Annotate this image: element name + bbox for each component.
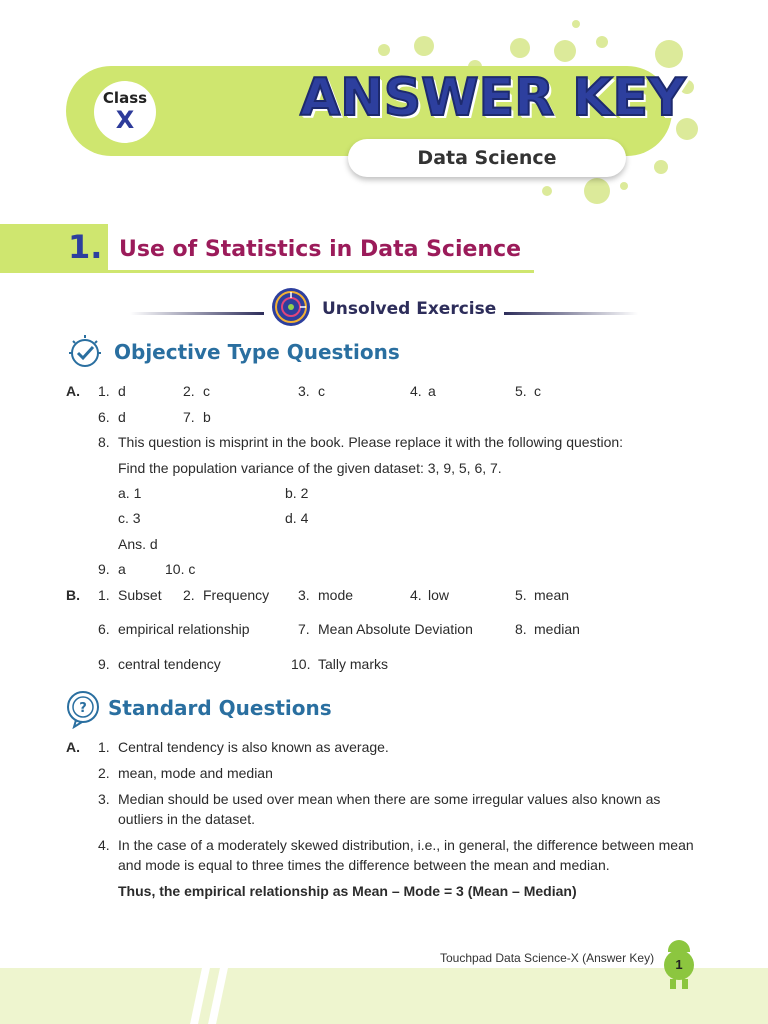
question-bubble-icon <box>64 689 102 733</box>
answer-value: c <box>318 383 325 399</box>
answer-item: 10. c <box>165 561 196 577</box>
answer-num: 3. <box>298 383 310 399</box>
chapter-title: Use of Statistics in Data Science <box>119 237 522 262</box>
answer-text: Central tendency is also known as average. <box>118 739 389 755</box>
answer-num: 4. <box>410 383 422 399</box>
answer-num: 1. <box>98 383 110 399</box>
decor-dot <box>378 44 390 56</box>
page-title: ANSWER KEY <box>300 68 686 128</box>
answer-value: Subset <box>118 587 162 603</box>
answer-num: 2. <box>183 587 195 603</box>
answer-num: 5. <box>515 587 527 603</box>
decor-dot <box>596 36 608 48</box>
divider-left <box>130 312 264 315</box>
answer-num: 5. <box>515 383 527 399</box>
q8-option: b. 2 <box>285 485 309 501</box>
footer-text: Touchpad Data Science-X (Answer Key) <box>440 951 655 965</box>
exercise-label: Unsolved Exercise <box>322 299 497 319</box>
answer-value: d <box>118 383 126 399</box>
answer-num: 1. <box>98 587 110 603</box>
q8-option: c. 3 <box>118 510 141 526</box>
answer-value: mean <box>534 587 570 603</box>
decor-dot <box>542 186 552 196</box>
answer-num: 8. <box>515 621 527 637</box>
answer-num: 7. <box>183 409 195 425</box>
decor-dot <box>584 178 610 204</box>
answer-text: In the case of a moderately skewed distribution, i.e., in general, the difference between mean and mode is equal to three times the difference between the mean and median. <box>118 837 694 873</box>
answer-num: 9. <box>98 561 110 577</box>
answer-value: low <box>428 587 450 603</box>
section-label: A. <box>66 383 80 399</box>
answer-value: empirical relationship <box>118 621 250 637</box>
answer-num: 2. <box>183 383 195 399</box>
mascot-leg-icon <box>670 979 676 989</box>
decor-dot <box>510 38 530 58</box>
answer-value: a <box>118 561 126 577</box>
standard-heading: Standard Questions <box>108 696 332 720</box>
chapter-underline <box>0 270 534 273</box>
q8-question: Find the population variance of the given dataset: 3, 9, 5, 6, 7. <box>118 460 502 476</box>
answer-value: c <box>534 383 541 399</box>
section-label: B. <box>66 587 80 603</box>
answer-text: mean, mode and median <box>118 765 273 781</box>
answer-value: Mean Absolute Deviation <box>318 621 473 637</box>
answer-value: b <box>203 409 211 425</box>
answer-num: 1. <box>98 739 110 755</box>
answer-num: 9. <box>98 656 110 672</box>
answer-value: a <box>428 383 436 399</box>
objective-heading: Objective Type Questions <box>114 340 400 364</box>
q8-answer: Ans. d <box>118 536 158 552</box>
answer-num: 3. <box>98 791 110 807</box>
answer-value: Tally marks <box>318 656 389 672</box>
answer-value: median <box>534 621 580 637</box>
decor-dot <box>554 40 576 62</box>
empirical-formula: Thus, the empirical relationship as Mean – Mode = 3 (Mean – Median) <box>118 883 577 899</box>
decor-dot <box>572 20 580 28</box>
q8-note: This question is misprint in the book. Please replace it with the following question: <box>118 434 624 450</box>
answer-value: d <box>118 409 126 425</box>
answer-num: 6. <box>98 409 110 425</box>
chapter-number: 1. <box>68 228 103 266</box>
divider-right <box>504 312 638 315</box>
answer-num: 3. <box>298 587 310 603</box>
answer-text: Median should be used over mean when there are some irregular values also known as outliers in the dataset. <box>118 791 661 827</box>
page-number: 1 <box>664 950 694 980</box>
check-badge-icon <box>66 334 104 376</box>
answer-num: 10. <box>291 656 311 672</box>
class-value: X <box>115 106 135 134</box>
decor-dot <box>654 160 668 174</box>
q8-option: a. 1 <box>118 485 142 501</box>
class-label: Class <box>102 89 148 107</box>
data-science-icon <box>272 288 310 326</box>
answer-num: 2. <box>98 765 110 781</box>
answer-value: central tendency <box>118 656 221 672</box>
decor-dot <box>620 182 628 190</box>
answer-num: 7. <box>298 621 310 637</box>
q8-option: d. 4 <box>285 510 309 526</box>
subject-label: Data Science <box>348 139 626 177</box>
decor-dot <box>414 36 434 56</box>
answer-num: 4. <box>410 587 422 603</box>
mascot-leg-icon <box>682 979 688 989</box>
answer-value: c <box>203 383 210 399</box>
decor-dot <box>655 40 683 68</box>
answer-value: mode <box>318 587 354 603</box>
section-label: A. <box>66 739 80 755</box>
svg-text:?: ? <box>79 701 87 716</box>
answer-num: 6. <box>98 621 110 637</box>
footer-band <box>0 968 768 1024</box>
answer-num: 4. <box>98 837 110 853</box>
answer-num: 8. <box>98 434 110 450</box>
class-badge <box>94 81 156 143</box>
answer-value: Frequency <box>203 587 270 603</box>
